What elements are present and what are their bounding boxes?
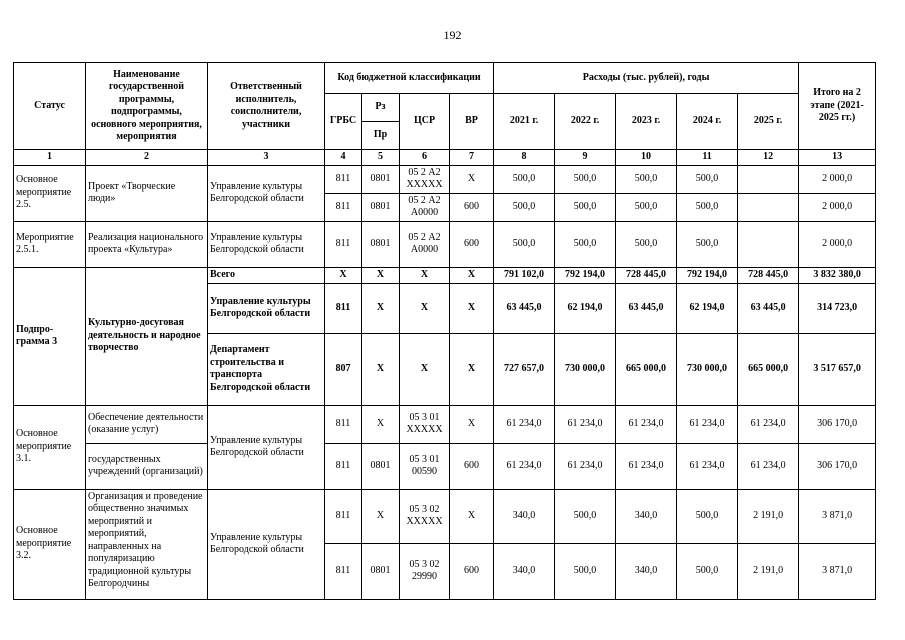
amount-2023-cell: 500,0 — [616, 165, 677, 193]
vr-cell: Х — [450, 283, 494, 333]
amount-2023-cell: 728 445,0 — [616, 267, 677, 283]
amount-2021-cell: 61 234,0 — [494, 443, 555, 489]
rzpr-cell: Х — [362, 405, 400, 443]
grbs-cell: 807 — [325, 333, 362, 405]
amount-2024-cell: 500,0 — [677, 543, 738, 599]
csr-cell: 05 3 01 00590 — [400, 443, 450, 489]
budget-table — [13, 62, 876, 600]
header-name: Наименование государственной программы, подпрограммы, основного мероприятия, мероприятия — [86, 63, 208, 150]
grbs-cell: 811 — [325, 489, 362, 543]
amount-2024-cell: 61 234,0 — [677, 443, 738, 489]
amount-2023-cell: 340,0 — [616, 489, 677, 543]
rzpr-cell: Х — [362, 267, 400, 283]
total-cell: 2 000,0 — [799, 165, 876, 193]
table-row — [14, 443, 876, 489]
total-cell: 314 723,0 — [799, 283, 876, 333]
amount-2023-cell: 340,0 — [616, 543, 677, 599]
status-cell: Основное мероприятие 2.5. — [14, 165, 86, 221]
amount-2025-cell: 665 000,0 — [738, 333, 799, 405]
grbs-cell: 811 — [325, 165, 362, 193]
total-cell: 3 517 657,0 — [799, 333, 876, 405]
rzpr-cell: 0801 — [362, 443, 400, 489]
amount-2025-cell — [738, 165, 799, 193]
executor-cell: Управление культуры Белгородской области — [208, 221, 325, 267]
total-cell: 306 170,0 — [799, 405, 876, 443]
amount-2024-cell: 62 194,0 — [677, 283, 738, 333]
csr-cell: 05 2 А2 А0000 — [400, 221, 450, 267]
table-row — [14, 221, 876, 267]
amount-2022-cell: 500,0 — [555, 543, 616, 599]
amount-2025-cell: 2 191,0 — [738, 543, 799, 599]
column-number: 13 — [799, 150, 876, 166]
header-year-2022: 2022 г. — [555, 94, 616, 150]
amount-2024-cell: 500,0 — [677, 489, 738, 543]
amount-2024-cell: 500,0 — [677, 193, 738, 221]
amount-2022-cell: 500,0 — [555, 221, 616, 267]
amount-2025-cell: 61 234,0 — [738, 405, 799, 443]
status-cell: Мероприятие 2.5.1. — [14, 221, 86, 267]
amount-2025-cell: 61 234,0 — [738, 443, 799, 489]
amount-2021-cell: 500,0 — [494, 165, 555, 193]
csr-cell: Х — [400, 283, 450, 333]
amount-2021-cell: 63 445,0 — [494, 283, 555, 333]
status-cell: Подпро-грамма 3 — [14, 267, 86, 405]
header-expenses: Расходы (тыс. рублей), годы — [494, 63, 799, 94]
total-cell: 3 832 380,0 — [799, 267, 876, 283]
rzpr-cell: 0801 — [362, 543, 400, 599]
table-row — [14, 405, 876, 443]
header-year-2023: 2023 г. — [616, 94, 677, 150]
vr-cell: Х — [450, 165, 494, 193]
column-number: 9 — [555, 150, 616, 166]
amount-2025-cell — [738, 193, 799, 221]
grbs-cell: 811 — [325, 283, 362, 333]
amount-2021-cell: 340,0 — [494, 543, 555, 599]
amount-2022-cell: 500,0 — [555, 165, 616, 193]
amount-2022-cell: 500,0 — [555, 489, 616, 543]
amount-2024-cell: 500,0 — [677, 165, 738, 193]
amount-2021-cell: 340,0 — [494, 489, 555, 543]
vr-cell: Х — [450, 489, 494, 543]
rzpr-cell: Х — [362, 333, 400, 405]
column-number: 3 — [208, 150, 325, 166]
column-number: 10 — [616, 150, 677, 166]
vr-cell: 600 — [450, 443, 494, 489]
grbs-cell: 811 — [325, 443, 362, 489]
amount-2023-cell: 61 234,0 — [616, 405, 677, 443]
header-year-2021: 2021 г. — [494, 94, 555, 150]
header-vr: ВР — [450, 94, 494, 150]
executor-cell: Всего — [208, 267, 325, 283]
header-budget-code: Код бюджетной классификации — [325, 63, 494, 94]
amount-2025-cell: 63 445,0 — [738, 283, 799, 333]
table-row — [14, 489, 876, 543]
vr-cell: 600 — [450, 193, 494, 221]
column-number: 2 — [86, 150, 208, 166]
column-number: 1 — [14, 150, 86, 166]
header-grbs: ГРБС — [325, 94, 362, 150]
vr-cell: 600 — [450, 543, 494, 599]
amount-2021-cell: 500,0 — [494, 193, 555, 221]
csr-cell: Х — [400, 267, 450, 283]
amount-2024-cell: 730 000,0 — [677, 333, 738, 405]
amount-2023-cell: 500,0 — [616, 221, 677, 267]
amount-2021-cell: 791 102,0 — [494, 267, 555, 283]
grbs-cell: 811 — [325, 193, 362, 221]
grbs-cell: 811 — [325, 543, 362, 599]
amount-2025-cell: 2 191,0 — [738, 489, 799, 543]
executor-cell: Управление культуры Белгородской области — [208, 283, 325, 333]
rzpr-cell: Х — [362, 489, 400, 543]
amount-2022-cell: 500,0 — [555, 193, 616, 221]
rzpr-cell: 0801 — [362, 193, 400, 221]
grbs-cell: 811 — [325, 221, 362, 267]
name-cell: Реализация национального проекта «Культура» — [86, 221, 208, 267]
column-number: 4 — [325, 150, 362, 166]
amount-2025-cell — [738, 221, 799, 267]
header-total: Итого на 2 этапе (2021-2025 гг.) — [799, 63, 876, 150]
amount-2024-cell: 792 194,0 — [677, 267, 738, 283]
total-cell: 3 871,0 — [799, 543, 876, 599]
grbs-cell: Х — [325, 267, 362, 283]
csr-cell: 05 3 02 29990 — [400, 543, 450, 599]
status-cell: Основное мероприятие 3.1. — [14, 405, 86, 489]
header-status: Статус — [14, 63, 86, 150]
vr-cell: Х — [450, 333, 494, 405]
column-number: 7 — [450, 150, 494, 166]
total-cell: 2 000,0 — [799, 221, 876, 267]
executor-cell: Управление культуры Белгородской области — [208, 405, 325, 489]
amount-2022-cell: 61 234,0 — [555, 405, 616, 443]
table-row — [14, 267, 876, 283]
column-number: 6 — [400, 150, 450, 166]
executor-cell: Управление культуры Белгородской области — [208, 489, 325, 599]
status-cell: Основное мероприятие 3.2. — [14, 489, 86, 599]
total-cell: 3 871,0 — [799, 489, 876, 543]
vr-cell: Х — [450, 405, 494, 443]
header-pr: Пр — [362, 122, 400, 150]
csr-cell: 05 2 А2 А0000 — [400, 193, 450, 221]
amount-2022-cell: 61 234,0 — [555, 443, 616, 489]
header-executor: Ответственный исполнитель, соисполнители, участники — [208, 63, 325, 150]
table-row — [14, 165, 876, 193]
amount-2023-cell: 500,0 — [616, 193, 677, 221]
vr-cell: 600 — [450, 221, 494, 267]
amount-2024-cell: 61 234,0 — [677, 405, 738, 443]
rzpr-cell: 0801 — [362, 221, 400, 267]
name-cell: Проект «Творческие люди» — [86, 165, 208, 221]
amount-2023-cell: 63 445,0 — [616, 283, 677, 333]
rzpr-cell: Х — [362, 283, 400, 333]
amount-2021-cell: 61 234,0 — [494, 405, 555, 443]
amount-2023-cell: 665 000,0 — [616, 333, 677, 405]
executor-cell: Управление культуры Белгородской области — [208, 165, 325, 221]
header-csr: ЦСР — [400, 94, 450, 150]
amount-2022-cell: 62 194,0 — [555, 283, 616, 333]
column-number-row — [14, 150, 876, 166]
vr-cell: Х — [450, 267, 494, 283]
executor-cell: Департамент строительства и транспорта Белгородской области — [208, 333, 325, 405]
total-cell: 2 000,0 — [799, 193, 876, 221]
amount-2022-cell: 792 194,0 — [555, 267, 616, 283]
total-cell: 306 170,0 — [799, 443, 876, 489]
csr-cell: 05 2 А2 ХХХХХ — [400, 165, 450, 193]
amount-2021-cell: 727 657,0 — [494, 333, 555, 405]
csr-cell: 05 3 02 ХХХХХ — [400, 489, 450, 543]
name-cell: Организация и проведение общественно значимых мероприятий и мероприятий, направленных на популяризацию традиционной культуры Белгородчины — [86, 489, 208, 599]
name-cell: Обеспечение деятельности (оказание услуг) — [86, 405, 208, 443]
name-cell: Культурно-досуговая деятельность и народное творчество — [86, 267, 208, 405]
amount-2024-cell: 500,0 — [677, 221, 738, 267]
header-rz: Рз — [362, 94, 400, 122]
column-number: 5 — [362, 150, 400, 166]
header-year-2025: 2025 г. — [738, 94, 799, 150]
column-number: 8 — [494, 150, 555, 166]
amount-2023-cell: 61 234,0 — [616, 443, 677, 489]
grbs-cell: 811 — [325, 405, 362, 443]
rzpr-cell: 0801 — [362, 165, 400, 193]
amount-2022-cell: 730 000,0 — [555, 333, 616, 405]
amount-2025-cell: 728 445,0 — [738, 267, 799, 283]
amount-2021-cell: 500,0 — [494, 221, 555, 267]
column-number: 12 — [738, 150, 799, 166]
header-year-2024: 2024 г. — [677, 94, 738, 150]
column-number: 11 — [677, 150, 738, 166]
page-number: 192 — [443, 28, 462, 42]
csr-cell: 05 3 01 ХХХХХ — [400, 405, 450, 443]
name-cell: государственных учреждений (организаций) — [86, 443, 208, 489]
csr-cell: Х — [400, 333, 450, 405]
